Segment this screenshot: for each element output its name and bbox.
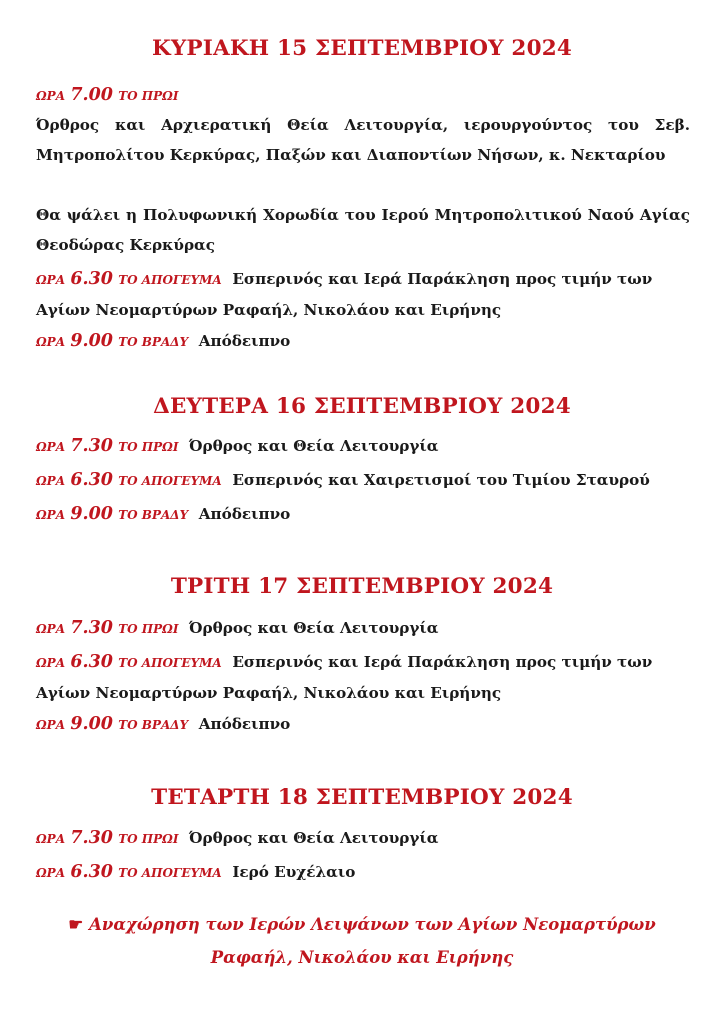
entry-text: Όρθρος και Θεία Λειτουργία (189, 829, 439, 847)
schedule-entry-text: Όρθρος και Αρχιερατική Θεία Λειτουργία, ιερουργούντος του Σεβ. Μητροπολίτου Κερκύρας, Παξών και Διαποντίων Νήσων, κ. Νεκταρίου (36, 116, 690, 164)
pointing-hand-icon: ☛ (68, 915, 84, 934)
day-title: ΚΥΡΙΑΚΗ 15 ΣΕΠΤΕΜΒΡΙΟΥ 2024 (151, 36, 573, 61)
time-label: ΩΡΑ 6.30 ΤΟ ΑΠΟΓΕΥΜΑ (36, 862, 222, 882)
schedule-entry (36, 80, 690, 111)
schedule-entry (36, 431, 690, 462)
entry-text: Εσπερινός και Χαιρετισμοί του Τιμίου Σταυρού (232, 471, 650, 489)
day-section-tuesday (0, 574, 724, 599)
schedule-entry (36, 613, 690, 644)
schedule-entry (36, 823, 690, 854)
time-label: ΩΡΑ 7.30 ΤΟ ΠΡΩΙ (36, 436, 179, 456)
day-section-sunday (0, 36, 724, 61)
time-label: ΩΡΑ 6.30 ΤΟ ΑΠΟΓΕΥΜΑ (36, 652, 222, 672)
entry-text: Όρθρος και Θεία Λειτουργία (189, 437, 439, 455)
entry-text: Απόδειπνο (198, 715, 291, 733)
time-label: ΩΡΑ 7.30 ΤΟ ΠΡΩΙ (36, 828, 179, 848)
time-label: ΩΡΑ 6.30 ΤΟ ΑΠΟΓΕΥΜΑ (36, 470, 222, 490)
entry-text: Απόδειπνο (198, 505, 291, 523)
day-title: ΤΡΙΤΗ 17 ΣΕΠΤΕΜΒΡΙΟΥ 2024 (170, 574, 554, 599)
entry-text: Όρθρος και Θεία Λειτουργία (189, 619, 439, 637)
entry-text: Ιερό Ευχέλαιο (232, 863, 356, 881)
note-line-1: Αναχώρηση των Ιερών Λειψάνων των Αγίων Νεομαρτύρων (89, 915, 656, 934)
day-section-wednesday (0, 785, 724, 810)
day-title: ΤΕΤΑΡΤΗ 18 ΣΕΠΤΕΜΒΡΙΟΥ 2024 (151, 785, 573, 810)
schedule-entry (36, 465, 690, 496)
time-label: ΩΡΑ 7.30 ΤΟ ΠΡΩΙ (36, 618, 179, 638)
relics-departure-note (40, 908, 684, 974)
time-label: ΩΡΑ 7.00 ΤΟ ΠΡΩΙ (36, 85, 179, 105)
schedule-entry (36, 326, 690, 357)
time-label: ΩΡΑ 9.00 ΤΟ ΒΡΑΔΥ (36, 504, 189, 524)
entry-text: Εσπερινός και Ιερά Παράκληση προς τιμήν των Αγίων Νεομαρτύρων Ραφαήλ, Νικολάου και Ειρήνης (36, 270, 653, 319)
schedule-entry (36, 709, 690, 740)
note-line-2: Ραφαήλ, Νικολάου και Ειρήνης (210, 948, 514, 967)
day-section-monday (0, 394, 724, 419)
time-label: ΩΡΑ 9.00 ΤΟ ΒΡΑΔΥ (36, 714, 189, 734)
schedule-entry (36, 857, 690, 888)
entry-text: Εσπερινός και Ιερά Παράκληση προς τιμήν των Αγίων Νεομαρτύρων Ραφαήλ, Νικολάου και Ειρήνης (36, 653, 653, 702)
time-label: ΩΡΑ 6.30 ΤΟ ΑΠΟΓΕΥΜΑ (36, 269, 222, 289)
entry-text: Απόδειπνο (198, 332, 291, 350)
schedule-entry (36, 647, 690, 708)
schedule-entry (36, 499, 690, 530)
schedule-entry (36, 264, 690, 325)
time-label: ΩΡΑ 9.00 ΤΟ ΒΡΑΔΥ (36, 331, 189, 351)
day-title: ΔΕΥΤΕΡΑ 16 ΣΕΠΤΕΜΒΡΙΟΥ 2024 (153, 394, 571, 419)
schedule-entry-text: Θα ψάλει η Πολυφωνική Χορωδία του Ιερού Μητροπολιτικού Ναού Αγίας Θεοδώρας Κερκύρας (36, 206, 690, 254)
